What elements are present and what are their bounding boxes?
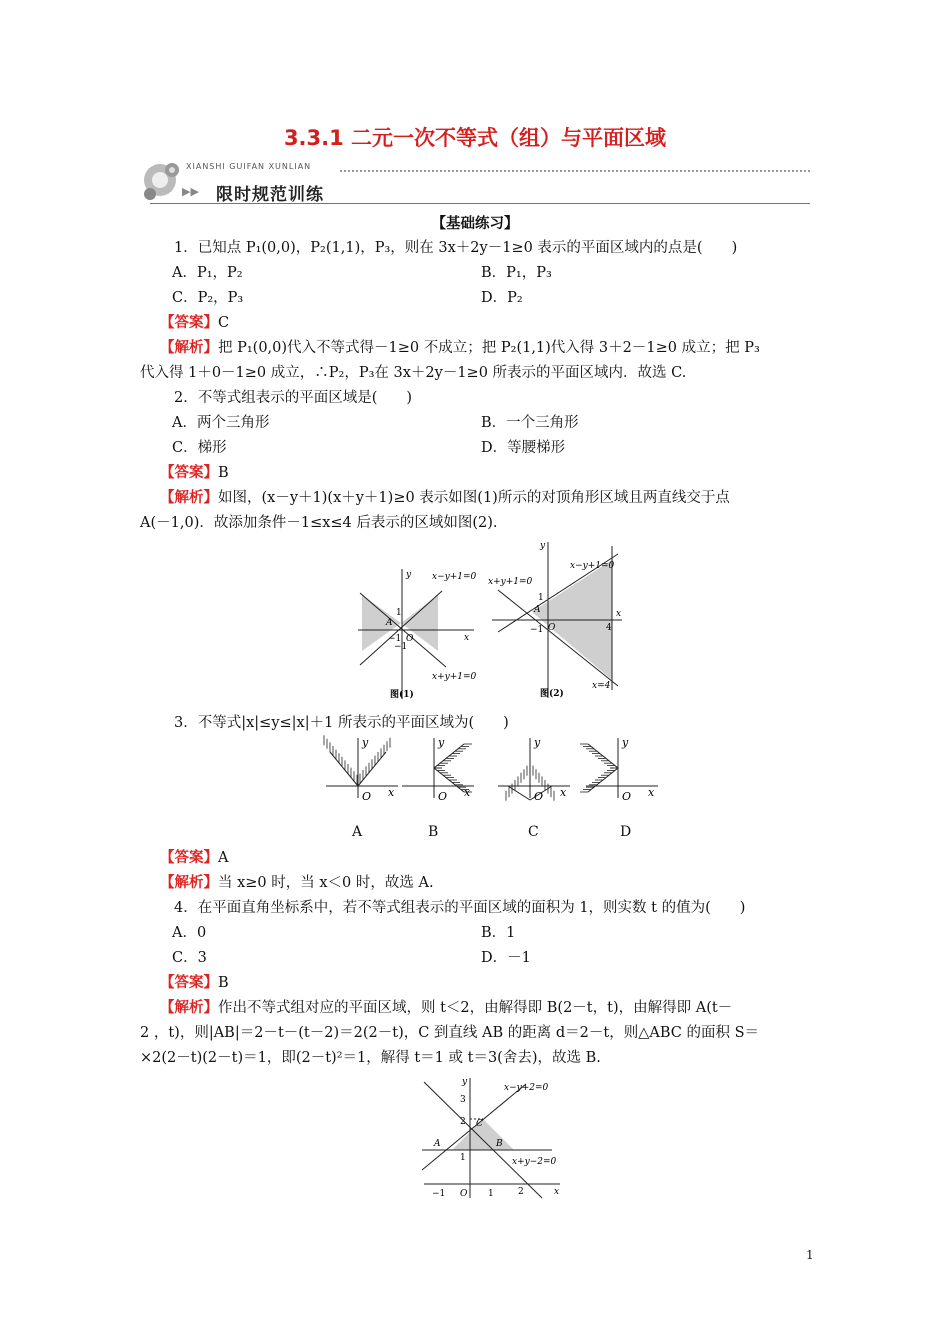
fig1-caption: 图(1)	[390, 690, 414, 700]
q3-x-label-3: x	[648, 786, 655, 799]
fig1-origin: O	[406, 634, 414, 644]
q4-origin: O	[460, 1189, 468, 1199]
q1-explanation-1: 【解析】把 P₁(0,0)代入不等式得－1≥0 不成立；把 P₂(1,1)代入得 3＋2－1≥0 成立；把 P₃	[160, 339, 760, 356]
q2-figure-2	[482, 538, 632, 706]
q3-edge-0	[330, 752, 358, 786]
q4-answer: 【答案】B	[160, 974, 229, 991]
banner-arrows-icon: ▶▶	[182, 185, 199, 198]
fig2-one: 1	[538, 593, 544, 603]
q3-x-label-2: x	[560, 786, 567, 799]
q1-stem: 1．已知点 P₁(0,0)，P₂(1,1)，P₃，则在 3x＋2y－1≥0 表示的平面区域内的点是( )	[174, 240, 738, 256]
q3-explanation: 【解析】当 x≥0 时，当 x＜0 时，故选 A.	[160, 874, 434, 891]
q4-option-a: A．0	[172, 925, 207, 941]
q4-x-two: 2	[518, 1187, 524, 1197]
q4-y-one: 1	[460, 1153, 466, 1163]
page-number: 1	[806, 1248, 814, 1262]
fig2-origin: O	[548, 623, 556, 633]
q3-option-graphs	[322, 734, 662, 808]
fig2-point-a: A	[534, 605, 541, 615]
q3-edge-2	[508, 786, 530, 800]
q3-label-c: C	[528, 824, 539, 840]
q3-origin-2: O	[534, 790, 544, 803]
q2-option-b: B．一个三角形	[481, 415, 579, 431]
banner-pinyin: XIANSHI GUIFAN XUNLIAN	[186, 162, 312, 171]
fig1-minus-one-y: −1	[394, 642, 408, 652]
q3-answer: 【答案】A	[160, 849, 229, 866]
q4-stem: 4．在平面直角坐标系中，若不等式组表示的平面区域的面积为 1，则实数 t 的值为( )	[174, 900, 746, 916]
q4-x-label: x	[554, 1187, 560, 1197]
fig2-minus-one: −1	[530, 625, 544, 635]
q1-option-d: D．P₂	[481, 290, 523, 306]
q3-stem: 3．不等式|x|≤y≤|x|＋1 所表示的平面区域为( )	[174, 715, 509, 731]
fig2-line3-label: x=4	[592, 681, 611, 691]
q3-y-label-0: y	[362, 736, 369, 749]
q4-explanation-3: ×2(2－t)(2－t)＝1，即(2－t)²＝1，解得 t＝1 或 t＝3(舍去)，故选 B.	[140, 1050, 601, 1066]
q3-origin-0: O	[362, 790, 372, 803]
q2-answer: 【答案】B	[160, 464, 229, 481]
q4-figure	[414, 1074, 564, 1202]
fig2-caption: 图(2)	[540, 689, 564, 699]
q4-y-label: y	[462, 1077, 468, 1087]
banner-rule	[150, 203, 810, 204]
q4-line-2	[424, 1082, 542, 1198]
fig1-line2-label: x+y+1=0	[432, 672, 477, 682]
q3-edge-3	[588, 744, 618, 768]
fig2-x-label: x	[616, 609, 622, 619]
q3-edge-3	[588, 768, 618, 792]
q2-figure-1	[352, 565, 482, 705]
fig2-four: 4	[606, 623, 612, 633]
q3-x-label-0: x	[388, 786, 395, 799]
q4-point-a: A	[434, 1139, 441, 1149]
fig2-y-label: y	[540, 541, 546, 551]
q4-option-c: C．3	[172, 950, 207, 966]
q4-x-minus-one: −1	[432, 1189, 446, 1199]
q4-line1-label: x−y+2=0	[504, 1083, 549, 1093]
q3-y-label-1: y	[438, 736, 445, 749]
q3-label-a: A	[352, 824, 363, 840]
q3-y-label-2: y	[534, 736, 541, 749]
q3-x-label-1: x	[464, 786, 471, 799]
fig1-point-a: A	[386, 618, 393, 628]
fig1-y-label: y	[406, 570, 412, 580]
q4-x-one: 1	[488, 1189, 494, 1199]
q3-edge-0	[358, 752, 386, 786]
fig2-line1-label: x−y+1=0	[570, 561, 615, 571]
fig1-minus-one-x: −1	[388, 634, 402, 644]
q4-point-c: C	[476, 1119, 483, 1129]
q4-y-two: 2	[460, 1117, 466, 1127]
fig2-line2-label: x+y+1=0	[488, 577, 533, 587]
q4-y-three: 3	[460, 1095, 466, 1105]
banner-dotted-rule	[340, 170, 810, 172]
q1-option-b: B．P₁，P₃	[481, 265, 552, 281]
q4-option-d: D．－1	[481, 950, 531, 966]
q2-explanation-1: 【解析】如图，(x－y＋1)(x＋y＋1)≥0 表示如图(1)所示的对顶角形区域且两直线交于点	[160, 489, 730, 506]
q4-line2-label: x+y−2=0	[512, 1157, 557, 1167]
fig1-one: 1	[396, 608, 402, 618]
fig1-line1-label: x−y+1=0	[432, 572, 477, 582]
q3-origin-1: O	[438, 790, 448, 803]
q4-explanation-1: 【解析】作出不等式组对应的平面区域，则 t＜2，由解得即 B(2－t，t)，由解得即 A(t－	[160, 999, 733, 1016]
section-heading: 【基础练习】	[431, 215, 519, 232]
q1-explanation-2: 代入得 1＋0－1≥0 成立，∴P₂，P₃在 3x＋2y－1≥0 所表示的平面区域内．故选 C.	[140, 365, 687, 381]
q4-explanation-2: 2 ，t)，则|AB|＝2－t－(t－2)＝2(2－t)，C 到直线 AB 的距离 d＝2－t，则△ABC 的面积 S＝	[140, 1025, 760, 1041]
q3-origin-3: O	[622, 790, 632, 803]
q4-point-b: B	[496, 1139, 503, 1149]
q1-option-a: A．P₁，P₂	[172, 265, 243, 281]
q1-option-c: C．P₂，P₃	[172, 290, 244, 306]
q2-option-d: D．等腰梯形	[481, 440, 566, 456]
banner-heading: 限时规范训练	[216, 185, 324, 205]
gear-logo-icon	[140, 158, 184, 204]
q4-line-1	[422, 1084, 526, 1170]
q2-stem: 2．不等式组表示的平面区域是( )	[174, 390, 413, 406]
page-title: 3.3.1 二元一次不等式（组）与平面区域	[283, 126, 667, 150]
q2-explanation-2: A(－1,0)．故添加条件－1≤x≤4 后表示的区域如图(2).	[140, 515, 498, 531]
q2-option-c: C．梯形	[172, 440, 227, 456]
fig1-x-label: x	[464, 633, 470, 643]
q3-label-d: D	[620, 824, 632, 840]
q2-option-a: A．两个三角形	[172, 415, 270, 431]
q1-answer: 【答案】C	[160, 314, 230, 331]
q3-label-b: B	[428, 824, 439, 840]
q4-option-b: B．1	[481, 925, 516, 941]
q3-edge-1	[434, 768, 464, 792]
q3-y-label-3: y	[622, 736, 629, 749]
